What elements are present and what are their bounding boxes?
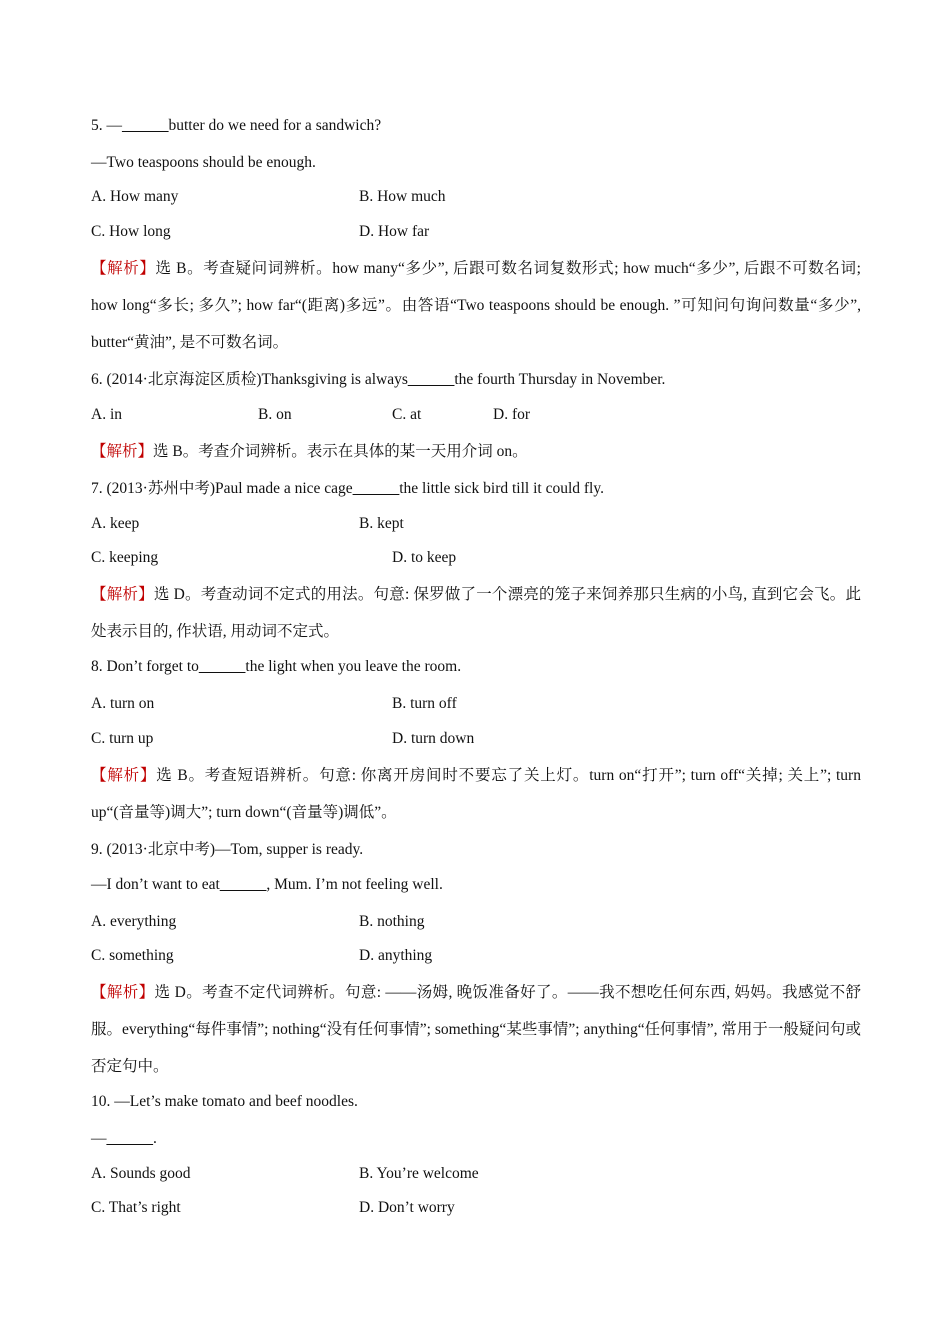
option-b: B. on [258, 406, 292, 423]
analysis-label: 【解析】 [91, 586, 154, 603]
option-c: C. That’s right [91, 1199, 181, 1216]
analysis-label: 【解析】 [91, 443, 154, 460]
option-d: D. for [493, 406, 531, 423]
option-c: C. How long [91, 223, 171, 240]
option-c: C. turn up [91, 730, 154, 747]
question-9-response: —I don’t want to eat______, Mum. I’m not feeling well. [91, 876, 443, 893]
answer-blank: ______ [122, 117, 169, 134]
question-9-stem: 9. (2013·北京中考)—Tom, supper is ready. [91, 841, 364, 858]
option-a: A. in [91, 406, 122, 423]
option-a: A. How many [91, 188, 179, 205]
option-c: C. at [392, 406, 422, 423]
question-9-explanation: 【解析】选 D。考查不定代词辨析。句意: ——汤姆, 晚饭准备好了。——我不想吃任何东西, 妈妈。我感觉不舒服。everything“每件事情”; nothing“没有任何事情”; something“某些事情”; anything“任何事情”, 常用于一般疑问句或否定句中。 [91, 984, 861, 1075]
question-7-stem: 7. (2013·苏州中考)Paul made a nice cage______the little sick bird till it could fly. [91, 480, 604, 497]
question-8-explanation: 【解析】选 B。考查短语辨析。句意: 你离开房间时不要忘了关上灯。turn on“打开”; turn off“关掉; 关上”; turn up“(音量等)调大”; turn down“(音量等)调低”。 [91, 767, 861, 821]
option-b: B. turn off [392, 695, 457, 712]
analysis-label: 【解析】 [91, 767, 157, 784]
option-a: A. everything [91, 913, 177, 930]
option-a: A. keep [91, 515, 140, 532]
option-b: B. How much [359, 188, 446, 205]
answer-blank: ______ [219, 876, 267, 893]
option-d: D. Don’t worry [359, 1199, 455, 1216]
analysis-label: 【解析】 [91, 984, 155, 1001]
answer-blank: ______ [407, 371, 455, 388]
answer-blank: ______ [352, 480, 400, 497]
option-d: D. How far [359, 223, 430, 240]
question-10-stem: 10. —Let’s make tomato and beef noodles. [91, 1093, 358, 1110]
question-8-stem: 8. Don’t forget to______the light when you leave the room. [91, 658, 462, 675]
analysis-label: 【解析】 [91, 260, 156, 277]
option-d: D. to keep [392, 549, 457, 566]
question-7-explanation: 【解析】选 D。考查动词不定式的用法。句意: 保罗做了一个漂亮的笼子来饲养那只生病的小鸟, 直到它会飞。此处表示目的, 作状语, 用动词不定式。 [91, 586, 861, 640]
option-d: D. anything [359, 947, 433, 964]
question-5-stem: 5. —______butter do we need for a sandwich? [91, 117, 382, 134]
option-d: D. turn down [392, 730, 475, 747]
question-5-response: —Two teaspoons should be enough. [91, 154, 316, 171]
option-c: C. keeping [91, 549, 159, 566]
option-b: B. You’re welcome [359, 1165, 479, 1182]
question-10-response: —______. [91, 1130, 157, 1147]
question-5-explanation: 【解析】选 B。考查疑问词辨析。how many“多少”, 后跟可数名词复数形式; how much“多少”, 后跟不可数名词; how long“多长; 多久”; how far“(距离)多远”。由答语“Two teaspoons should be enough. ”可知问句询问数量“多少”, butter“黄油”, 是不可数名词。 [91, 260, 861, 351]
option-c: C. something [91, 947, 174, 964]
option-b: B. nothing [359, 913, 425, 930]
answer-blank: ______ [198, 658, 246, 675]
option-b: B. kept [359, 515, 404, 532]
question-6-stem: 6. (2014·北京海淀区质检)Thanksgiving is always______the fourth Thursday in November. [91, 371, 666, 388]
option-a: A. turn on [91, 695, 155, 712]
option-a: A. Sounds good [91, 1165, 191, 1182]
question-6-explanation: 【解析】选 B。考查介词辨析。表示在具体的某一天用介词 on。 [91, 443, 528, 460]
answer-blank: ______ [106, 1130, 153, 1147]
